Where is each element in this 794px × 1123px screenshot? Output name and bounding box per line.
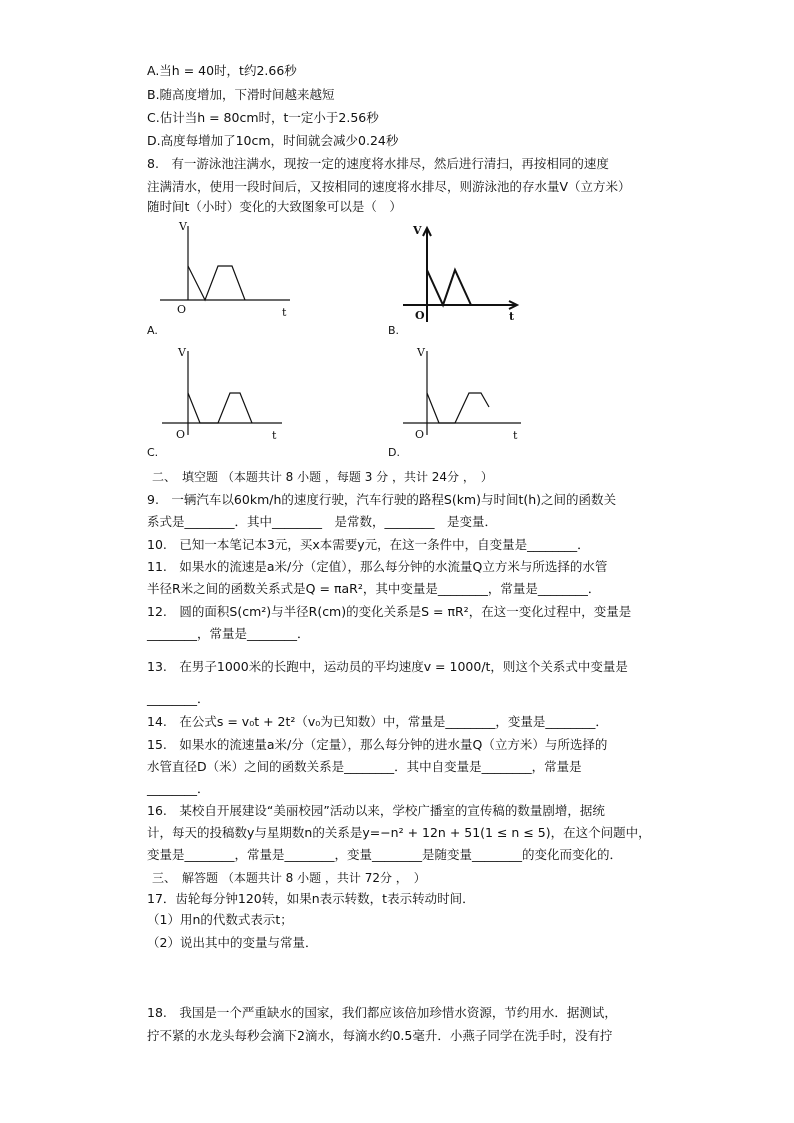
q11-line-1: 11. 如果水的流速是a米/分（定值），那么每分钟的水流量Q立方米与所选择的水管: [147, 559, 608, 574]
graph-c-axis-t: t: [272, 429, 277, 442]
q15-line-3: ________．: [147, 781, 210, 796]
q7-option-d: D.高度每增加了10cm，时间就会减少0.24秒: [147, 133, 399, 148]
q17-line-1: 17．齿轮每分钟120转，如果n表示转数，t表示转动时间．: [147, 891, 475, 906]
graph-c: [150, 345, 290, 450]
section-2-heading: 二、 填空题 （本题共计 8 小题 ，每题 3 分 ，共计 24分 ， ）: [152, 470, 493, 484]
q7-option-c: C.估计当h = 80cm时，t一定小于2.56秒: [147, 110, 379, 125]
graph-a: [150, 218, 300, 328]
graph-a-axis-v: V: [179, 220, 187, 233]
graph-a-svg: [150, 218, 300, 328]
q16-line-3: 变量是________，常量是________，变量________是随变量________的变化而变化的．: [147, 847, 623, 862]
q7-option-b: B.随高度增加，下滑时间越来越短: [147, 87, 335, 102]
graph-c-svg: [150, 345, 290, 450]
q15-line-2: 水管直径D（米）之间的函数关系是________．其中自变量是________，常量是: [147, 759, 582, 774]
graph-d-axis-v: V: [417, 346, 425, 359]
graph-a-label: A.: [147, 324, 158, 337]
q9-line-2: 系式是________．其中________ 是常数，________ 是变量．: [147, 514, 498, 529]
q15-line-1: 15. 如果水的流速量a米/分（定量），那么每分钟的进水量Q（立方米）与所选择的: [147, 737, 608, 752]
q9-line-1: 9. 一辆汽车以60km/h的速度行驶，汽车行驶的路程S(km)与时间t(h)之间的函数关: [147, 492, 617, 507]
graph-d-origin: O: [415, 428, 425, 441]
graph-a-axis-t: t: [282, 306, 287, 319]
q17-part-1: （1）用n的代数式表示t；: [147, 912, 293, 927]
graph-b-origin: O: [415, 309, 425, 322]
graph-b-label: B.: [388, 324, 400, 337]
graph-b: [395, 222, 525, 332]
section-3-heading: 三、 解答题 （本题共计 8 小题 ，共计 72分 ， ）: [152, 871, 426, 885]
graph-a-origin: O: [177, 303, 187, 316]
q8-line-2: 注满清水，使用一段时间后，又按相同的速度将水排尽，则游泳池的存水量V（立方米）: [147, 179, 631, 194]
graph-c-origin: O: [176, 428, 186, 441]
q12-line-2: ________，常量是________．: [147, 626, 310, 641]
q10: 10. 已知一本笔记本3元，买x本需要y元，在这一条件中，自变量是________．: [147, 537, 590, 552]
q13-line-1: 13. 在男子1000米的长跑中，运动员的平均速度v = 1000/t，则这个关系式中变量是: [147, 659, 628, 674]
graph-d: [395, 345, 530, 450]
q14: 14. 在公式s = v₀t + 2t²（v₀为已知数）中，常量是________，变量是________．: [147, 714, 608, 729]
q13-line-2: ________．: [147, 691, 210, 706]
graph-b-axis-t: t: [509, 310, 515, 323]
q8-line-3: 随时间t（小时）变化的大致图象可以是（ ）: [147, 199, 402, 214]
q12-line-1: 12. 圆的面积S(cm²)与半径R(cm)的变化关系是S = πR²，在这一变化过程中，变量是: [147, 604, 632, 619]
q18-line-1: 18. 我国是一个严重缺水的国家，我们都应该倍加珍惜水资源，节约用水．据测试，: [147, 1005, 617, 1020]
graph-d-axis-t: t: [513, 429, 518, 442]
q18-line-2: 拧不紧的水龙头每秒会滴下2滴水，每滴水约0.5毫升．小燕子同学在洗手时，没有拧: [147, 1028, 613, 1043]
q16-line-2: 计，每天的投稿数y与星期数n的关系是y=−n² + 12n + 51(1 ≤ n ≤ 5)，在这个问题中，: [147, 825, 651, 840]
graph-c-label: C.: [147, 446, 159, 459]
q17-part-2: （2）说出其中的变量与常量．: [147, 935, 318, 950]
graph-b-axis-v: V: [413, 224, 422, 237]
q16-line-1: 16. 某校自开展建设“美丽校园”活动以来，学校广播室的宣传稿的数量剧增，据统: [147, 803, 605, 818]
q7-option-a: A.当h = 40时，t约2.66秒: [147, 63, 297, 78]
q11-line-2: 半径R米之间的函数关系式是Q = πaR²，其中变量是________，常量是________．: [147, 581, 601, 596]
graph-c-axis-v: V: [178, 346, 186, 359]
graph-d-label: D.: [388, 446, 400, 459]
q8-line-1: 8. 有一游泳池注满水，现按一定的速度将水排尽，然后进行清扫，再按相同的速度: [147, 156, 609, 171]
